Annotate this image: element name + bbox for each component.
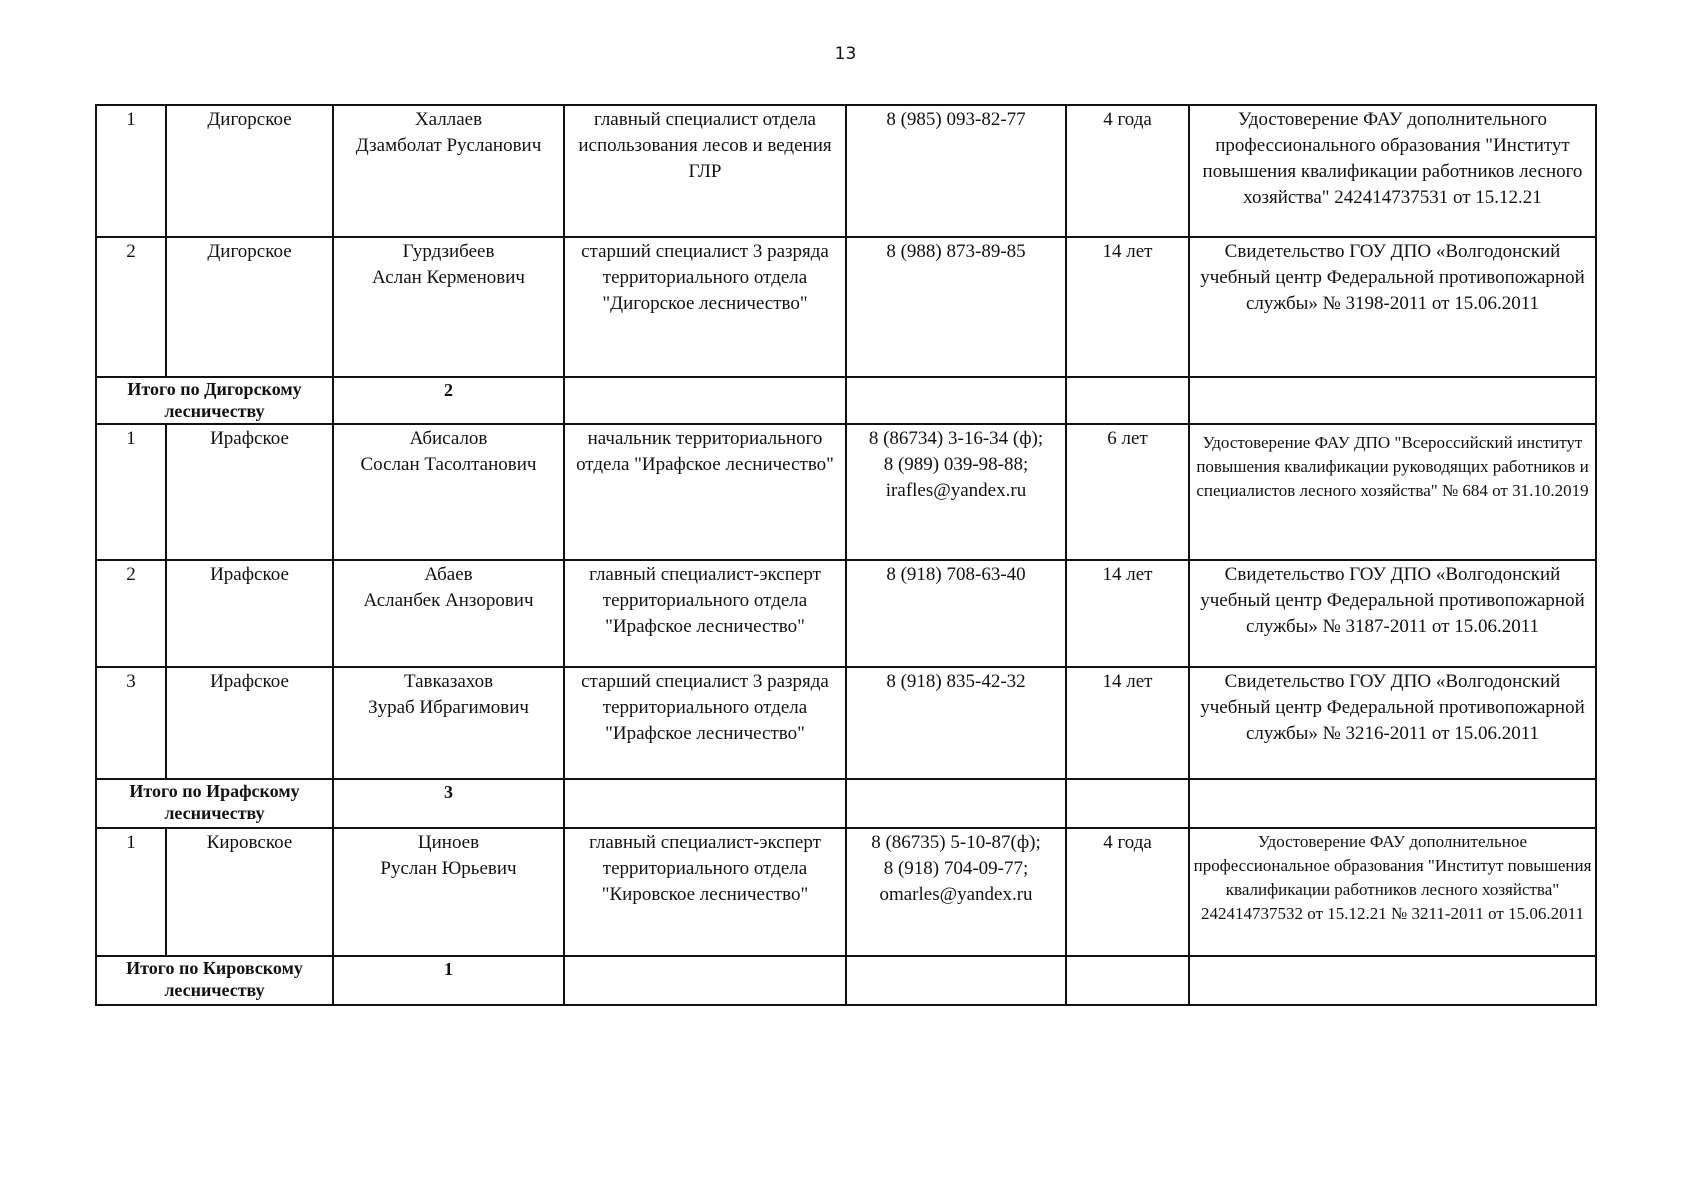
table-row [96,667,1596,779]
total-label: Итого по Дигорскому лесничеству [96,377,333,424]
empty-cell [1066,779,1189,828]
empty-cell [564,779,846,828]
table-row [96,828,1596,956]
work-experience: 4 года [1066,105,1189,237]
employee-name: Тавказахов Зураб Ибрагимович [333,667,564,779]
qualification-document: Удостоверение ФАУ ДПО "Всероссийский институт повышения квалификации руководящих работников и специалистов лесного хозяйства" № 684 от 31.10.2019 [1189,424,1596,560]
forestry-name: Ирафское [166,560,333,667]
employee-contacts: 8 (86734) 3-16-34 (ф); 8 (989) 039-98-88; irafles@yandex.ru [846,424,1066,560]
forestry-name: Дигорское [166,237,333,377]
employee-contacts: 8 (985) 093-82-77 [846,105,1066,237]
qualification-document: Свидетельство ГОУ ДПО «Волгодонский учебный центр Федеральной противопожарной службы» № 3187-2011 от 15.06.2011 [1189,560,1596,667]
row-number: 1 [96,105,166,237]
forestry-name: Кировское [166,828,333,956]
total-label: Итого по Ирафскому лесничеству [96,779,333,828]
table-row [96,237,1596,377]
employee-contacts: 8 (918) 708-63-40 [846,560,1066,667]
empty-cell [1066,956,1189,1005]
total-count: 3 [333,779,564,828]
row-number: 3 [96,667,166,779]
table-row-total [96,956,1596,1005]
forestry-name: Дигорское [166,105,333,237]
empty-cell [846,956,1066,1005]
empty-cell [564,956,846,1005]
employee-name: Абаев Асланбек Анзорович [333,560,564,667]
table-row [96,105,1596,237]
employee-name: Гурдзибеев Аслан Керменович [333,237,564,377]
empty-cell [1189,779,1596,828]
empty-cell [1066,377,1189,424]
employee-position: главный специалист-эксперт территориального отдела "Кировское лесничество" [564,828,846,956]
forestry-name: Ирафское [166,667,333,779]
row-number: 2 [96,560,166,667]
work-experience: 4 года [1066,828,1189,956]
total-count: 1 [333,956,564,1005]
qualification-document: Удостоверение ФАУ дополнительное профессиональное образования "Институт повышения квалификации работников лесного хозяйства" 242414737532 от 15.12.21 № 3211-2011 от 15.06.2011 [1189,828,1596,956]
total-label: Итого по Кировскому лесничеству [96,956,333,1005]
staff-table [95,104,1597,1006]
table-row-total [96,377,1596,424]
row-number: 1 [96,828,166,956]
employee-contacts: 8 (918) 835-42-32 [846,667,1066,779]
empty-cell [1189,377,1596,424]
qualification-document: Удостоверение ФАУ дополнительного профессионального образования "Институт повышения квалификации работников лесного хозяйства" 242414737531 от 15.12.21 [1189,105,1596,237]
empty-cell [564,377,846,424]
employee-name: Халлаев Дзамболат Русланович [333,105,564,237]
employee-position: старший специалист 3 разряда территориального отдела "Ирафское лесничество" [564,667,846,779]
row-number: 1 [96,424,166,560]
work-experience: 14 лет [1066,667,1189,779]
employee-position: главный специалист отдела использования лесов и ведения ГЛР [564,105,846,237]
table-row [96,424,1596,560]
page-number: 13 [834,44,857,64]
employee-contacts: 8 (86735) 5-10-87(ф); 8 (918) 704-09-77; omarles@yandex.ru [846,828,1066,956]
employee-name: Абисалов Сослан Тасолтанович [333,424,564,560]
employee-contacts: 8 (988) 873-89-85 [846,237,1066,377]
total-count: 2 [333,377,564,424]
employee-position: начальник территориального отдела "Ирафское лесничество" [564,424,846,560]
table-row [96,560,1596,667]
work-experience: 14 лет [1066,237,1189,377]
employee-position: главный специалист-эксперт территориального отдела "Ирафское лесничество" [564,560,846,667]
work-experience: 14 лет [1066,560,1189,667]
row-number: 2 [96,237,166,377]
empty-cell [846,377,1066,424]
work-experience: 6 лет [1066,424,1189,560]
forestry-name: Ирафское [166,424,333,560]
employee-name: Циноев Руслан Юрьевич [333,828,564,956]
qualification-document: Свидетельство ГОУ ДПО «Волгодонский учебный центр Федеральной противопожарной службы» № 3216-2011 от 15.06.2011 [1189,667,1596,779]
employee-position: старший специалист 3 разряда территориального отдела "Дигорское лесничество" [564,237,846,377]
qualification-document: Свидетельство ГОУ ДПО «Волгодонский учебный центр Федеральной противопожарной службы» № 3198-2011 от 15.06.2011 [1189,237,1596,377]
empty-cell [846,779,1066,828]
table-row-total [96,779,1596,828]
empty-cell [1189,956,1596,1005]
